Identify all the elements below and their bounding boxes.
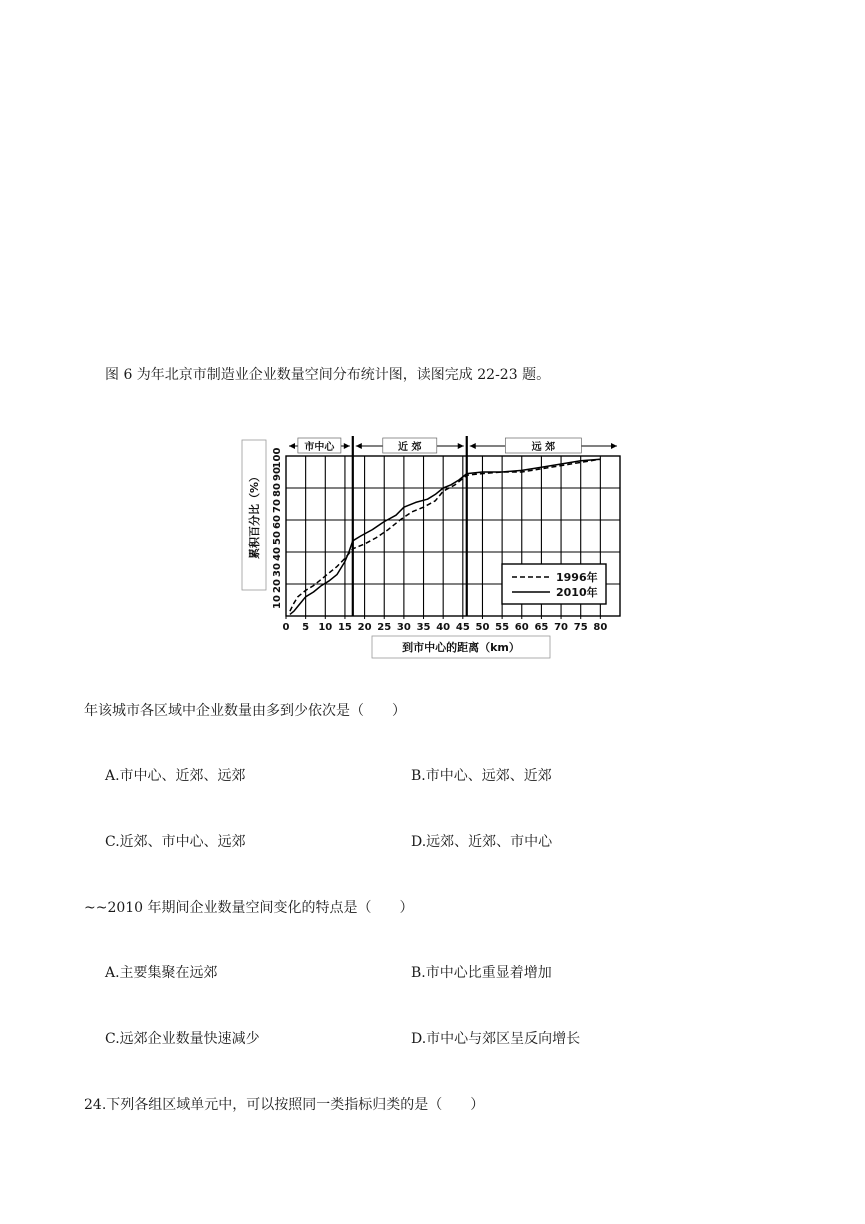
y-tick-label: 70 <box>272 499 283 513</box>
x-tick-label: 35 <box>416 622 431 633</box>
chart-ticks <box>272 448 607 633</box>
x-tick-label: 0 <box>282 622 290 633</box>
q24-stem: 24.下列各组区域单元中，可以按照同一类指标归类的是（ ） <box>84 1097 485 1113</box>
zone-label: 市中心 <box>304 442 335 453</box>
y-tick-label: 80 <box>272 483 283 497</box>
x-tick-label: 55 <box>495 622 510 633</box>
zone-label: 远 郊 <box>531 442 556 453</box>
y-tick-label: 30 <box>272 563 283 577</box>
zone-arrow-head-left <box>470 443 476 449</box>
q22-option-c[interactable]: C.近郊、市中心、远郊 <box>105 834 246 850</box>
zone-label: 近 郊 <box>398 442 422 453</box>
x-tick-label: 65 <box>534 622 549 633</box>
q22-option-a[interactable]: A.市中心、近郊、远郊 <box>105 768 246 784</box>
x-tick-label: 20 <box>357 622 372 633</box>
zone-arrow-head-right <box>611 443 617 449</box>
zone-arrow-head-right <box>344 443 350 449</box>
q22-option-d[interactable]: D.远郊、近郊、市中心 <box>411 834 553 850</box>
x-tick-label: 80 <box>593 622 608 633</box>
x-axis-label-group <box>372 636 550 658</box>
q23-option-a[interactable]: A.主要集聚在远郊 <box>105 965 218 981</box>
x-tick-label: 15 <box>337 622 352 633</box>
y-axis-label-box <box>242 440 266 590</box>
x-tick-label: 10 <box>318 622 333 633</box>
y-tick-label: 10 <box>272 595 283 609</box>
q23-option-c[interactable]: C.远郊企业数量快速减少 <box>105 1031 260 1047</box>
q22-stem: 年该城市各区域中企业数量由多到少依次是（ ） <box>84 703 406 719</box>
zone-arrow-head-right <box>458 443 464 449</box>
zone-arrow-head-left <box>289 443 295 449</box>
chart-legend <box>502 564 606 604</box>
y-tick-label: 40 <box>272 547 283 561</box>
q23-stem: ~~2010 年期间企业数量空间变化的特点是（ ） <box>84 900 414 916</box>
legend-label-2: 2010年 <box>556 586 598 599</box>
y-tick-label: 20 <box>272 579 283 593</box>
y-tick-label: 100 <box>272 447 283 469</box>
q22-option-b[interactable]: B.市中心、远郊、近郊 <box>411 768 552 784</box>
y-axis-label: 累积百分比（%） <box>248 470 261 560</box>
x-tick-label: 60 <box>514 622 529 633</box>
cumulative-distribution-chart <box>240 432 630 664</box>
q23-option-b[interactable]: B.市中心比重显着增加 <box>411 965 552 981</box>
x-tick-label: 45 <box>455 622 470 633</box>
x-tick-label: 70 <box>554 622 569 633</box>
x-tick-label: 50 <box>475 622 490 633</box>
q23-option-d[interactable]: D.市中心与郊区呈反向增长 <box>411 1031 581 1047</box>
x-tick-label: 5 <box>302 622 310 633</box>
x-tick-label: 30 <box>396 622 411 633</box>
legend-label-1: 1996年 <box>556 571 598 584</box>
y-tick-label: 90 <box>272 467 283 481</box>
y-tick-label: 50 <box>272 531 283 545</box>
zone-arrow-head-left <box>356 443 362 449</box>
x-axis-label: 到市中心的距离（km） <box>402 641 520 654</box>
x-tick-label: 75 <box>573 622 588 633</box>
intro-text: 图 6 为年北京市制造业企业数量空间分布统计图，读图完成 22-23 题。 <box>105 367 551 383</box>
x-tick-label: 25 <box>377 622 392 633</box>
y-tick-label: 60 <box>272 515 283 529</box>
x-tick-label: 40 <box>436 622 451 633</box>
